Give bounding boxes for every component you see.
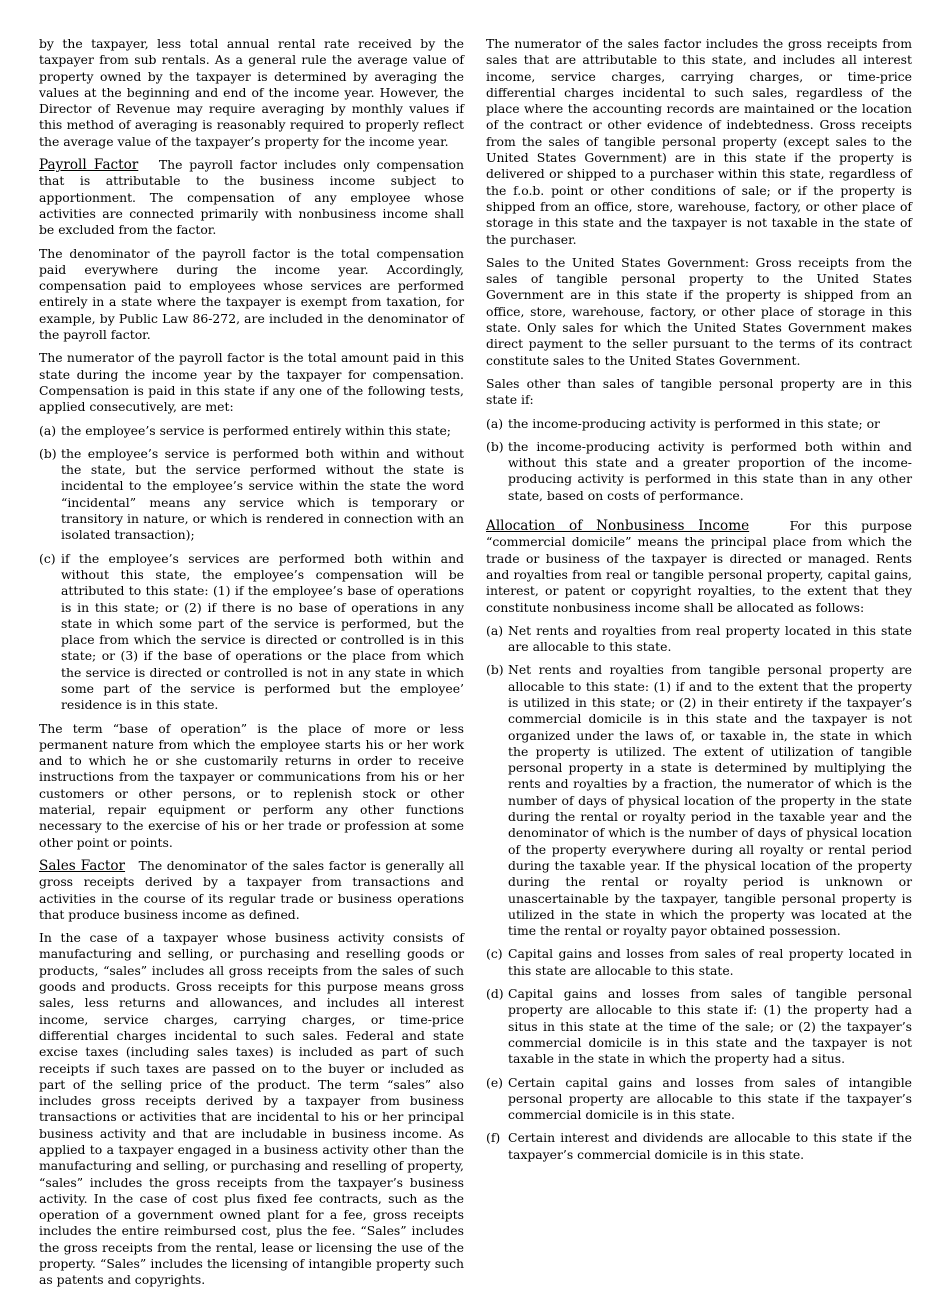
list-label: (a) — [39, 422, 57, 438]
list-text: the income-producing activity is performed both within and without this state and a greater proportion of the income-producing activity is performed in this state than in any other state, based on costs of performance. — [508, 438, 912, 503]
sales-factor-intro-text: The denominator of the sales factor is generally all gross receipts derived by a taxpayer from transactions and activities in the course of its regular trade or business operations that produce business income as defined. — [39, 857, 464, 922]
list-text: Certain interest and dividends are allocable to this state if the taxpayer’s commercial domicile is in this state. — [508, 1130, 912, 1162]
payroll-factor-intro — [39, 157, 464, 238]
allocation-item-d — [486, 986, 912, 1067]
payroll-factor-intro-text: The payroll factor includes only compensation that is attributable to the business income subject to apportionment. The compensation of any employee whose activities are connected primarily with nonbusiness income shall be excluded from the factor. — [39, 157, 464, 238]
allocation-item-e — [486, 1075, 912, 1124]
sales-factor-heading: Sales Factor — [39, 857, 126, 874]
right-column — [486, 36, 912, 1170]
list-label: (b) — [486, 438, 504, 454]
allocation-item-b — [486, 662, 912, 939]
other-sales-intro: Sales other than sales of tangible personal property are in this state if: — [486, 375, 912, 408]
allocation-heading: Allocation of Nonbusiness Income — [486, 518, 750, 535]
list-text: Capital gains and losses from sales of tangible personal property are allocable to this state if: (1) the property had a situs in this state at the time of the sale; or (2) the taxpayer’s commercial domicile is in this state and the taxpayer is not taxable in the state in which the property had a situs. — [508, 986, 912, 1067]
list-label: (b) — [39, 445, 57, 461]
allocation-intro-text: For this purpose “commercial domicile” means the principal place from which the trade or business of the taxpayer is directed or managed. Rents and royalties from real or tangible personal property, capital gains, interest, or patent or copyright royalties, to the extent that they constitute nonbusiness income shall be allocated as follows: — [486, 518, 912, 615]
intro-paragraph: by the taxpayer, less total annual rental rate received by the taxpayer from sub rentals. As a general rule the average value of property owned by the taxpayer is determined by averaging the values at the beginning and end of the income year. However, the Director of Revenue may require averaging by monthly values if this method of averaging is reasonably required to properly reflect the average value of the taxpayer’s property for the income year. — [39, 36, 464, 149]
list-text: Net rents and royalties from real property located in this state are allocable to this state. — [508, 622, 912, 655]
list-label: (b) — [486, 662, 504, 678]
list-text: the employee’s service is performed entirely within this state; — [61, 422, 451, 438]
sales-factor-intro — [39, 858, 464, 923]
other-sales-b — [486, 439, 912, 504]
other-sales-a — [486, 416, 912, 432]
payroll-numerator: The numerator of the payroll factor is the total amount paid in this state during the income year by the taxpayer for compensation. Compensation is paid in this state if any one of the following tests, applied consecutively, are met: — [39, 350, 464, 415]
list-label: (a) — [486, 622, 504, 638]
list-label: (f) — [486, 1130, 501, 1146]
allocation-item-c — [486, 946, 912, 979]
payroll-test-b — [39, 446, 464, 544]
allocation-intro — [486, 518, 912, 616]
list-text: Capital gains and losses from sales of real property located in this state are allocable to this state. — [508, 946, 912, 978]
list-text: if the employee’s services are performed both within and without this state, the employee’s compensation will be attributed to this state: (1) if the employee’s base of operations is in this state; or (2) if there is no base of operations in any state in which some part of the service is performed, but the place from which the service is directed or controlled is in this state; or (3) if the base of operations or the place from which the service is directed or controlled is not in any state in which some part of the service is performed but the employee’ residence is in this state. — [61, 550, 464, 713]
list-text: the employee’s service is performed both within and without the state, but the service performed without the state is incidental to the employee’s service within the state the word “incidental” means any service which is temporary or transitory in nature, or which is rendered in connection with an isolated transaction); — [61, 445, 464, 543]
left-column — [39, 36, 464, 1296]
us-government-paragraph: Sales to the United States Government: Gross receipts from the sales of tangible personal property to the United States Government are in this state if the property is shipped from an office, store, warehouse, factory, or other place of storage in this state. Only sales for which the United States Government makes direct payment to the seller pursuant to the terms of its contract constitute sales to the United States Government. — [486, 254, 912, 368]
list-text: Net rents and royalties from tangible personal property are allocable to this state: (1) if and to the extent that the property is utilized in this state; or (2) in their entirety if the taxpayer’s commercial domicile is in this state and the taxpayer is not organized under the laws of, or taxable in, the state in which the property is utilized. The extent of utilization of tangible personal property in a state is determined by multiplying the rents and royalties by a fraction, the numerator of which is the number of days of physical location of the property in the state during the rental or royalty period in the taxable year and the denominator of which is the number of days of physical location of the property everywhere during all royalty or rental period during the taxable year. If the physical location of the property during the rental or royalty period is unknown or unascertainable by the taxpayer, tangible personal property is utilized in the state in which the property was located at the time the rental or royalty payor obtained possession. — [508, 662, 912, 939]
payroll-denominator: The denominator of the payroll factor is the total compensation paid everywhere during the income year. Accordingly, compensation paid to employees whose services are performed entirely in a state where the taxpayer is exempt from taxation, for example, by Public Law 86-272, are included in the denominator of the payroll factor. — [39, 245, 464, 343]
list-text: Certain capital gains and losses from sales of intangible personal property are allocable to this state if the taxpayer’s commercial domicile is in this state. — [508, 1074, 912, 1123]
allocation-item-a — [486, 623, 912, 656]
sales-numerator-paragraph: The numerator of the sales factor includes the gross receipts from sales that are attributable to this state, and includes all interest income, service charges, carrying charges, or time-price differential charges incidental to such sales, regardless of the place where the accounting records are maintained or the location of the contract or other evidence of indebtedness. Gross receipts from the sales of tangible personal property (except sales to the United States Government) are in this state if the property is delivered or shipped to a purchaser within this state, regardless of the f.o.b. point or other conditions of sale; or if the property is shipped from an office, store, warehouse, factory, or other place of storage in this state and the taxpayer is not taxable in the state of the purchaser. — [486, 36, 912, 247]
payroll-test-a — [39, 423, 464, 439]
sales-case-paragraph: In the case of a taxpayer whose business activity consists of manufacturing and selling, or purchasing and reselling goods or products, “sales” includes all gross receipts from the sales of such goods and products. Gross receipts for this purpose means gross sales, less returns and allowances, and includes all interest income, service charges, carrying charges, or time-price differential charges incidental to such sales. Federal and state excise taxes (including sales taxes) is included as part of such receipts if such taxes are passed on to the buyer or included as part of the selling price of the product. The term “sales” also includes gross receipts derived by a taxpayer from business transactions or activities that are incidental to his or her principal business activity and that are includable in business income. As applied to a taxpayer engaged in a business activity other than the manufacturing and selling, or purchasing and reselling of property, “sales” includes the gross receipts from the taxpayer’s business activity. In the case of cost plus fixed fee contracts, such as the operation of a government owned plant for a fee, gross receipts includes the entire reimbursed cost, plus the fee. “Sales” includes the gross receipts from the rental, lease or licensing the use of the property. “Sales” includes the licensing of intangible property such as patents and copyrights. — [39, 930, 464, 1288]
base-of-operation-paragraph: The term “base of operation” is the place of more or less permanent nature from which the employee starts his or her work and to which he or she customarily returns in order to receive instructions from the taxpayer or communications from his or her customers or other persons, or to replenish stock or other material, repair equipment or perform any other functions necessary to the exercise of his or her trade or profession at some other point or points. — [39, 720, 464, 850]
list-text: the income-producing activity is performed in this state; or — [508, 415, 880, 431]
list-label: (a) — [486, 415, 504, 431]
payroll-factor-heading: Payroll Factor — [39, 157, 139, 174]
list-label: (e) — [486, 1074, 504, 1090]
list-label: (c) — [486, 946, 503, 962]
list-label: (c) — [39, 550, 56, 566]
allocation-item-f — [486, 1130, 912, 1163]
payroll-test-c — [39, 551, 464, 714]
list-label: (d) — [486, 986, 504, 1002]
